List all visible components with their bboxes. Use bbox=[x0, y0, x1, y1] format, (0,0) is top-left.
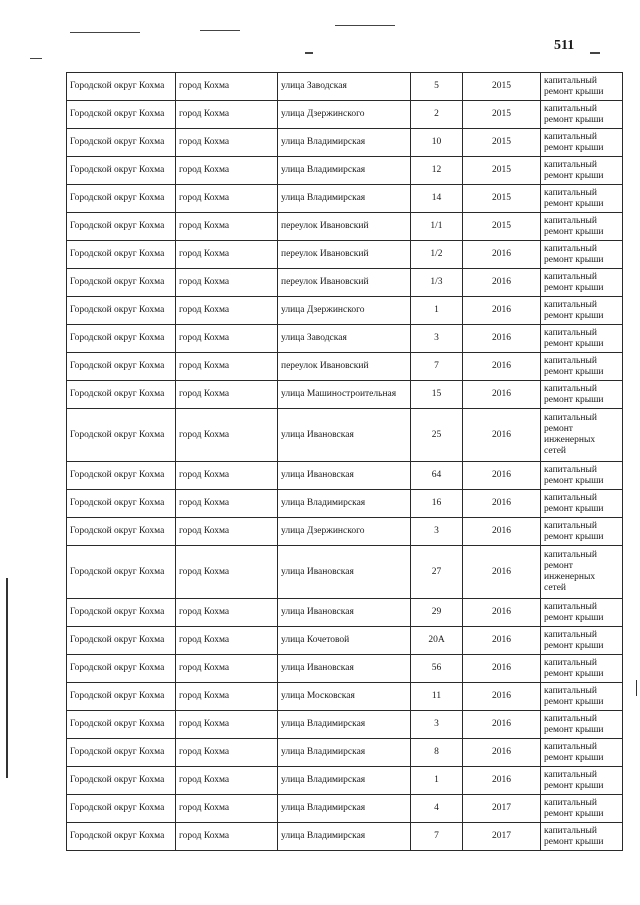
cell-year: 2016 bbox=[463, 462, 541, 490]
table-row bbox=[67, 795, 623, 823]
cell-street: улица Владимирская bbox=[278, 823, 411, 851]
cell-locality: город Кохма bbox=[176, 739, 278, 767]
cell-house: 5 bbox=[411, 73, 463, 101]
scan-mark bbox=[6, 578, 8, 778]
cell-work: капитальный ремонт крыши bbox=[541, 739, 623, 767]
cell-locality: город Кохма bbox=[176, 490, 278, 518]
cell-year: 2016 bbox=[463, 655, 541, 683]
table-row bbox=[67, 599, 623, 627]
table-row bbox=[67, 490, 623, 518]
cell-year: 2016 bbox=[463, 599, 541, 627]
cell-house: 27 bbox=[411, 546, 463, 599]
table-row bbox=[67, 241, 623, 269]
table-row bbox=[67, 297, 623, 325]
cell-street: улица Дзержинского bbox=[278, 101, 411, 129]
cell-street: переулок Ивановский bbox=[278, 269, 411, 297]
cell-house: 11 bbox=[411, 683, 463, 711]
cell-work: капитальный ремонт крыши bbox=[541, 767, 623, 795]
cell-work: капитальный ремонт крыши bbox=[541, 795, 623, 823]
table-row bbox=[67, 683, 623, 711]
cell-work: капитальный ремонт крыши bbox=[541, 711, 623, 739]
cell-municipality: Городской округ Кохма bbox=[67, 101, 176, 129]
cell-locality: город Кохма bbox=[176, 627, 278, 655]
cell-street: улица Заводская bbox=[278, 325, 411, 353]
cell-street: улица Владимирская bbox=[278, 185, 411, 213]
cell-work: капитальный ремонт крыши bbox=[541, 599, 623, 627]
cell-street: улица Кочетовой bbox=[278, 627, 411, 655]
cell-locality: город Кохма bbox=[176, 655, 278, 683]
cell-year: 2015 bbox=[463, 101, 541, 129]
cell-street: переулок Ивановский bbox=[278, 241, 411, 269]
table-row bbox=[67, 627, 623, 655]
table-row bbox=[67, 546, 623, 599]
cell-municipality: Городской округ Кохма bbox=[67, 185, 176, 213]
cell-street: улица Владимирская bbox=[278, 157, 411, 185]
cell-work: капитальный ремонт крыши bbox=[541, 655, 623, 683]
cell-locality: город Кохма bbox=[176, 409, 278, 462]
cell-year: 2016 bbox=[463, 409, 541, 462]
cell-locality: город Кохма bbox=[176, 518, 278, 546]
cell-house: 25 bbox=[411, 409, 463, 462]
scan-mark bbox=[590, 52, 600, 54]
cell-work: капитальный ремонт крыши bbox=[541, 518, 623, 546]
cell-locality: город Кохма bbox=[176, 711, 278, 739]
cell-year: 2015 bbox=[463, 129, 541, 157]
cell-house: 29 bbox=[411, 599, 463, 627]
cell-municipality: Городской округ Кохма bbox=[67, 490, 176, 518]
cell-municipality: Городской округ Кохма bbox=[67, 823, 176, 851]
cell-house: 7 bbox=[411, 823, 463, 851]
table-row bbox=[67, 213, 623, 241]
scan-mark bbox=[636, 680, 637, 696]
cell-locality: город Кохма bbox=[176, 546, 278, 599]
cell-locality: город Кохма bbox=[176, 462, 278, 490]
cell-street: улица Владимирская bbox=[278, 711, 411, 739]
cell-house: 12 bbox=[411, 157, 463, 185]
cell-street: улица Машиностроительная bbox=[278, 381, 411, 409]
scan-mark bbox=[335, 25, 395, 26]
cell-municipality: Городской округ Кохма bbox=[67, 381, 176, 409]
cell-year: 2016 bbox=[463, 683, 541, 711]
cell-municipality: Городской округ Кохма bbox=[67, 73, 176, 101]
cell-work: капитальный ремонт крыши bbox=[541, 297, 623, 325]
cell-house: 7 bbox=[411, 353, 463, 381]
cell-work: капитальный ремонт крыши bbox=[541, 627, 623, 655]
cell-municipality: Городской округ Кохма bbox=[67, 767, 176, 795]
table-row bbox=[67, 462, 623, 490]
cell-municipality: Городской округ Кохма bbox=[67, 546, 176, 599]
cell-year: 2016 bbox=[463, 297, 541, 325]
cell-locality: город Кохма bbox=[176, 767, 278, 795]
cell-municipality: Городской округ Кохма bbox=[67, 157, 176, 185]
cell-house: 3 bbox=[411, 711, 463, 739]
cell-work: капитальный ремонт крыши bbox=[541, 269, 623, 297]
cell-year: 2017 bbox=[463, 823, 541, 851]
cell-house: 3 bbox=[411, 518, 463, 546]
cell-house: 16 bbox=[411, 490, 463, 518]
table-row bbox=[67, 518, 623, 546]
cell-locality: город Кохма bbox=[176, 823, 278, 851]
cell-house: 3 bbox=[411, 325, 463, 353]
cell-municipality: Городской округ Кохма bbox=[67, 269, 176, 297]
cell-work: капитальный ремонт инженерных сетей bbox=[541, 546, 623, 599]
cell-municipality: Городской округ Кохма bbox=[67, 683, 176, 711]
table-row bbox=[67, 353, 623, 381]
cell-work: капитальный ремонт крыши bbox=[541, 381, 623, 409]
cell-municipality: Городской округ Кохма bbox=[67, 353, 176, 381]
cell-year: 2016 bbox=[463, 325, 541, 353]
cell-street: улица Заводская bbox=[278, 73, 411, 101]
cell-locality: город Кохма bbox=[176, 73, 278, 101]
cell-work: капитальный ремонт крыши bbox=[541, 129, 623, 157]
cell-year: 2016 bbox=[463, 767, 541, 795]
register-table bbox=[66, 72, 623, 851]
cell-locality: город Кохма bbox=[176, 241, 278, 269]
cell-municipality: Городской округ Кохма bbox=[67, 462, 176, 490]
cell-locality: город Кохма bbox=[176, 129, 278, 157]
cell-work: капитальный ремонт крыши bbox=[541, 683, 623, 711]
cell-house: 1/2 bbox=[411, 241, 463, 269]
cell-street: улица Ивановская bbox=[278, 409, 411, 462]
cell-street: улица Владимирская bbox=[278, 490, 411, 518]
cell-house: 64 bbox=[411, 462, 463, 490]
cell-work: капитальный ремонт крыши bbox=[541, 73, 623, 101]
cell-locality: город Кохма bbox=[176, 381, 278, 409]
cell-street: улица Владимирская bbox=[278, 795, 411, 823]
cell-street: улица Дзержинского bbox=[278, 518, 411, 546]
cell-municipality: Городской округ Кохма bbox=[67, 599, 176, 627]
cell-municipality: Городской округ Кохма bbox=[67, 711, 176, 739]
cell-locality: город Кохма bbox=[176, 599, 278, 627]
table-row bbox=[67, 767, 623, 795]
cell-street: улица Ивановская bbox=[278, 462, 411, 490]
cell-year: 2016 bbox=[463, 546, 541, 599]
scan-mark bbox=[30, 58, 42, 59]
cell-year: 2016 bbox=[463, 353, 541, 381]
cell-municipality: Городской округ Кохма bbox=[67, 325, 176, 353]
table-row bbox=[67, 711, 623, 739]
cell-street: улица Владимирская bbox=[278, 129, 411, 157]
page-number: 511 bbox=[554, 38, 575, 53]
cell-house: 1 bbox=[411, 767, 463, 795]
cell-municipality: Городской округ Кохма bbox=[67, 129, 176, 157]
cell-house: 20А bbox=[411, 627, 463, 655]
cell-house: 4 bbox=[411, 795, 463, 823]
scan-mark bbox=[70, 32, 140, 33]
cell-municipality: Городской округ Кохма bbox=[67, 518, 176, 546]
table-row bbox=[67, 655, 623, 683]
cell-street: улица Владимирская bbox=[278, 739, 411, 767]
cell-street: улица Ивановская bbox=[278, 655, 411, 683]
cell-year: 2016 bbox=[463, 711, 541, 739]
cell-work: капитальный ремонт инженерных сетей bbox=[541, 409, 623, 462]
cell-locality: город Кохма bbox=[176, 101, 278, 129]
cell-street: улица Ивановская bbox=[278, 546, 411, 599]
table-row bbox=[67, 185, 623, 213]
cell-house: 1/1 bbox=[411, 213, 463, 241]
cell-year: 2016 bbox=[463, 241, 541, 269]
cell-municipality: Городской округ Кохма bbox=[67, 409, 176, 462]
table-row bbox=[67, 101, 623, 129]
cell-locality: город Кохма bbox=[176, 353, 278, 381]
table-row bbox=[67, 73, 623, 101]
cell-municipality: Городской округ Кохма bbox=[67, 795, 176, 823]
cell-work: капитальный ремонт крыши bbox=[541, 490, 623, 518]
cell-year: 2015 bbox=[463, 185, 541, 213]
cell-locality: город Кохма bbox=[176, 683, 278, 711]
cell-work: капитальный ремонт крыши bbox=[541, 241, 623, 269]
cell-work: капитальный ремонт крыши bbox=[541, 353, 623, 381]
table-row bbox=[67, 823, 623, 851]
cell-street: улица Владимирская bbox=[278, 767, 411, 795]
table-row bbox=[67, 409, 623, 462]
cell-locality: город Кохма bbox=[176, 157, 278, 185]
table-row bbox=[67, 157, 623, 185]
cell-house: 2 bbox=[411, 101, 463, 129]
cell-year: 2015 bbox=[463, 213, 541, 241]
cell-locality: город Кохма bbox=[176, 795, 278, 823]
cell-locality: город Кохма bbox=[176, 297, 278, 325]
table-row bbox=[67, 129, 623, 157]
cell-locality: город Кохма bbox=[176, 185, 278, 213]
table-row bbox=[67, 325, 623, 353]
cell-municipality: Городской округ Кохма bbox=[67, 655, 176, 683]
cell-work: капитальный ремонт крыши bbox=[541, 213, 623, 241]
cell-street: улица Дзержинского bbox=[278, 297, 411, 325]
cell-work: капитальный ремонт крыши bbox=[541, 101, 623, 129]
table-body bbox=[67, 73, 623, 851]
cell-street: переулок Ивановский bbox=[278, 353, 411, 381]
table-row bbox=[67, 381, 623, 409]
cell-year: 2016 bbox=[463, 381, 541, 409]
cell-year: 2015 bbox=[463, 157, 541, 185]
cell-street: переулок Ивановский bbox=[278, 213, 411, 241]
cell-work: капитальный ремонт крыши bbox=[541, 823, 623, 851]
table-row bbox=[67, 739, 623, 767]
cell-house: 1 bbox=[411, 297, 463, 325]
cell-municipality: Городской округ Кохма bbox=[67, 739, 176, 767]
cell-locality: город Кохма bbox=[176, 213, 278, 241]
cell-work: капитальный ремонт крыши bbox=[541, 325, 623, 353]
cell-municipality: Городской округ Кохма bbox=[67, 627, 176, 655]
cell-municipality: Городской округ Кохма bbox=[67, 213, 176, 241]
cell-year: 2016 bbox=[463, 518, 541, 546]
cell-year: 2015 bbox=[463, 73, 541, 101]
cell-locality: город Кохма bbox=[176, 325, 278, 353]
cell-work: капитальный ремонт крыши bbox=[541, 185, 623, 213]
cell-year: 2016 bbox=[463, 627, 541, 655]
cell-municipality: Городской округ Кохма bbox=[67, 241, 176, 269]
cell-street: улица Ивановская bbox=[278, 599, 411, 627]
cell-house: 56 bbox=[411, 655, 463, 683]
cell-locality: город Кохма bbox=[176, 269, 278, 297]
cell-work: капитальный ремонт крыши bbox=[541, 157, 623, 185]
cell-street: улица Московская bbox=[278, 683, 411, 711]
cell-work: капитальный ремонт крыши bbox=[541, 462, 623, 490]
table-row bbox=[67, 269, 623, 297]
cell-house: 8 bbox=[411, 739, 463, 767]
cell-year: 2016 bbox=[463, 269, 541, 297]
cell-year: 2016 bbox=[463, 739, 541, 767]
cell-house: 10 bbox=[411, 129, 463, 157]
cell-house: 15 bbox=[411, 381, 463, 409]
cell-municipality: Городской округ Кохма bbox=[67, 297, 176, 325]
cell-year: 2017 bbox=[463, 795, 541, 823]
cell-house: 14 bbox=[411, 185, 463, 213]
scan-mark bbox=[200, 30, 240, 31]
cell-house: 1/3 bbox=[411, 269, 463, 297]
scan-mark bbox=[305, 52, 313, 54]
cell-year: 2016 bbox=[463, 490, 541, 518]
